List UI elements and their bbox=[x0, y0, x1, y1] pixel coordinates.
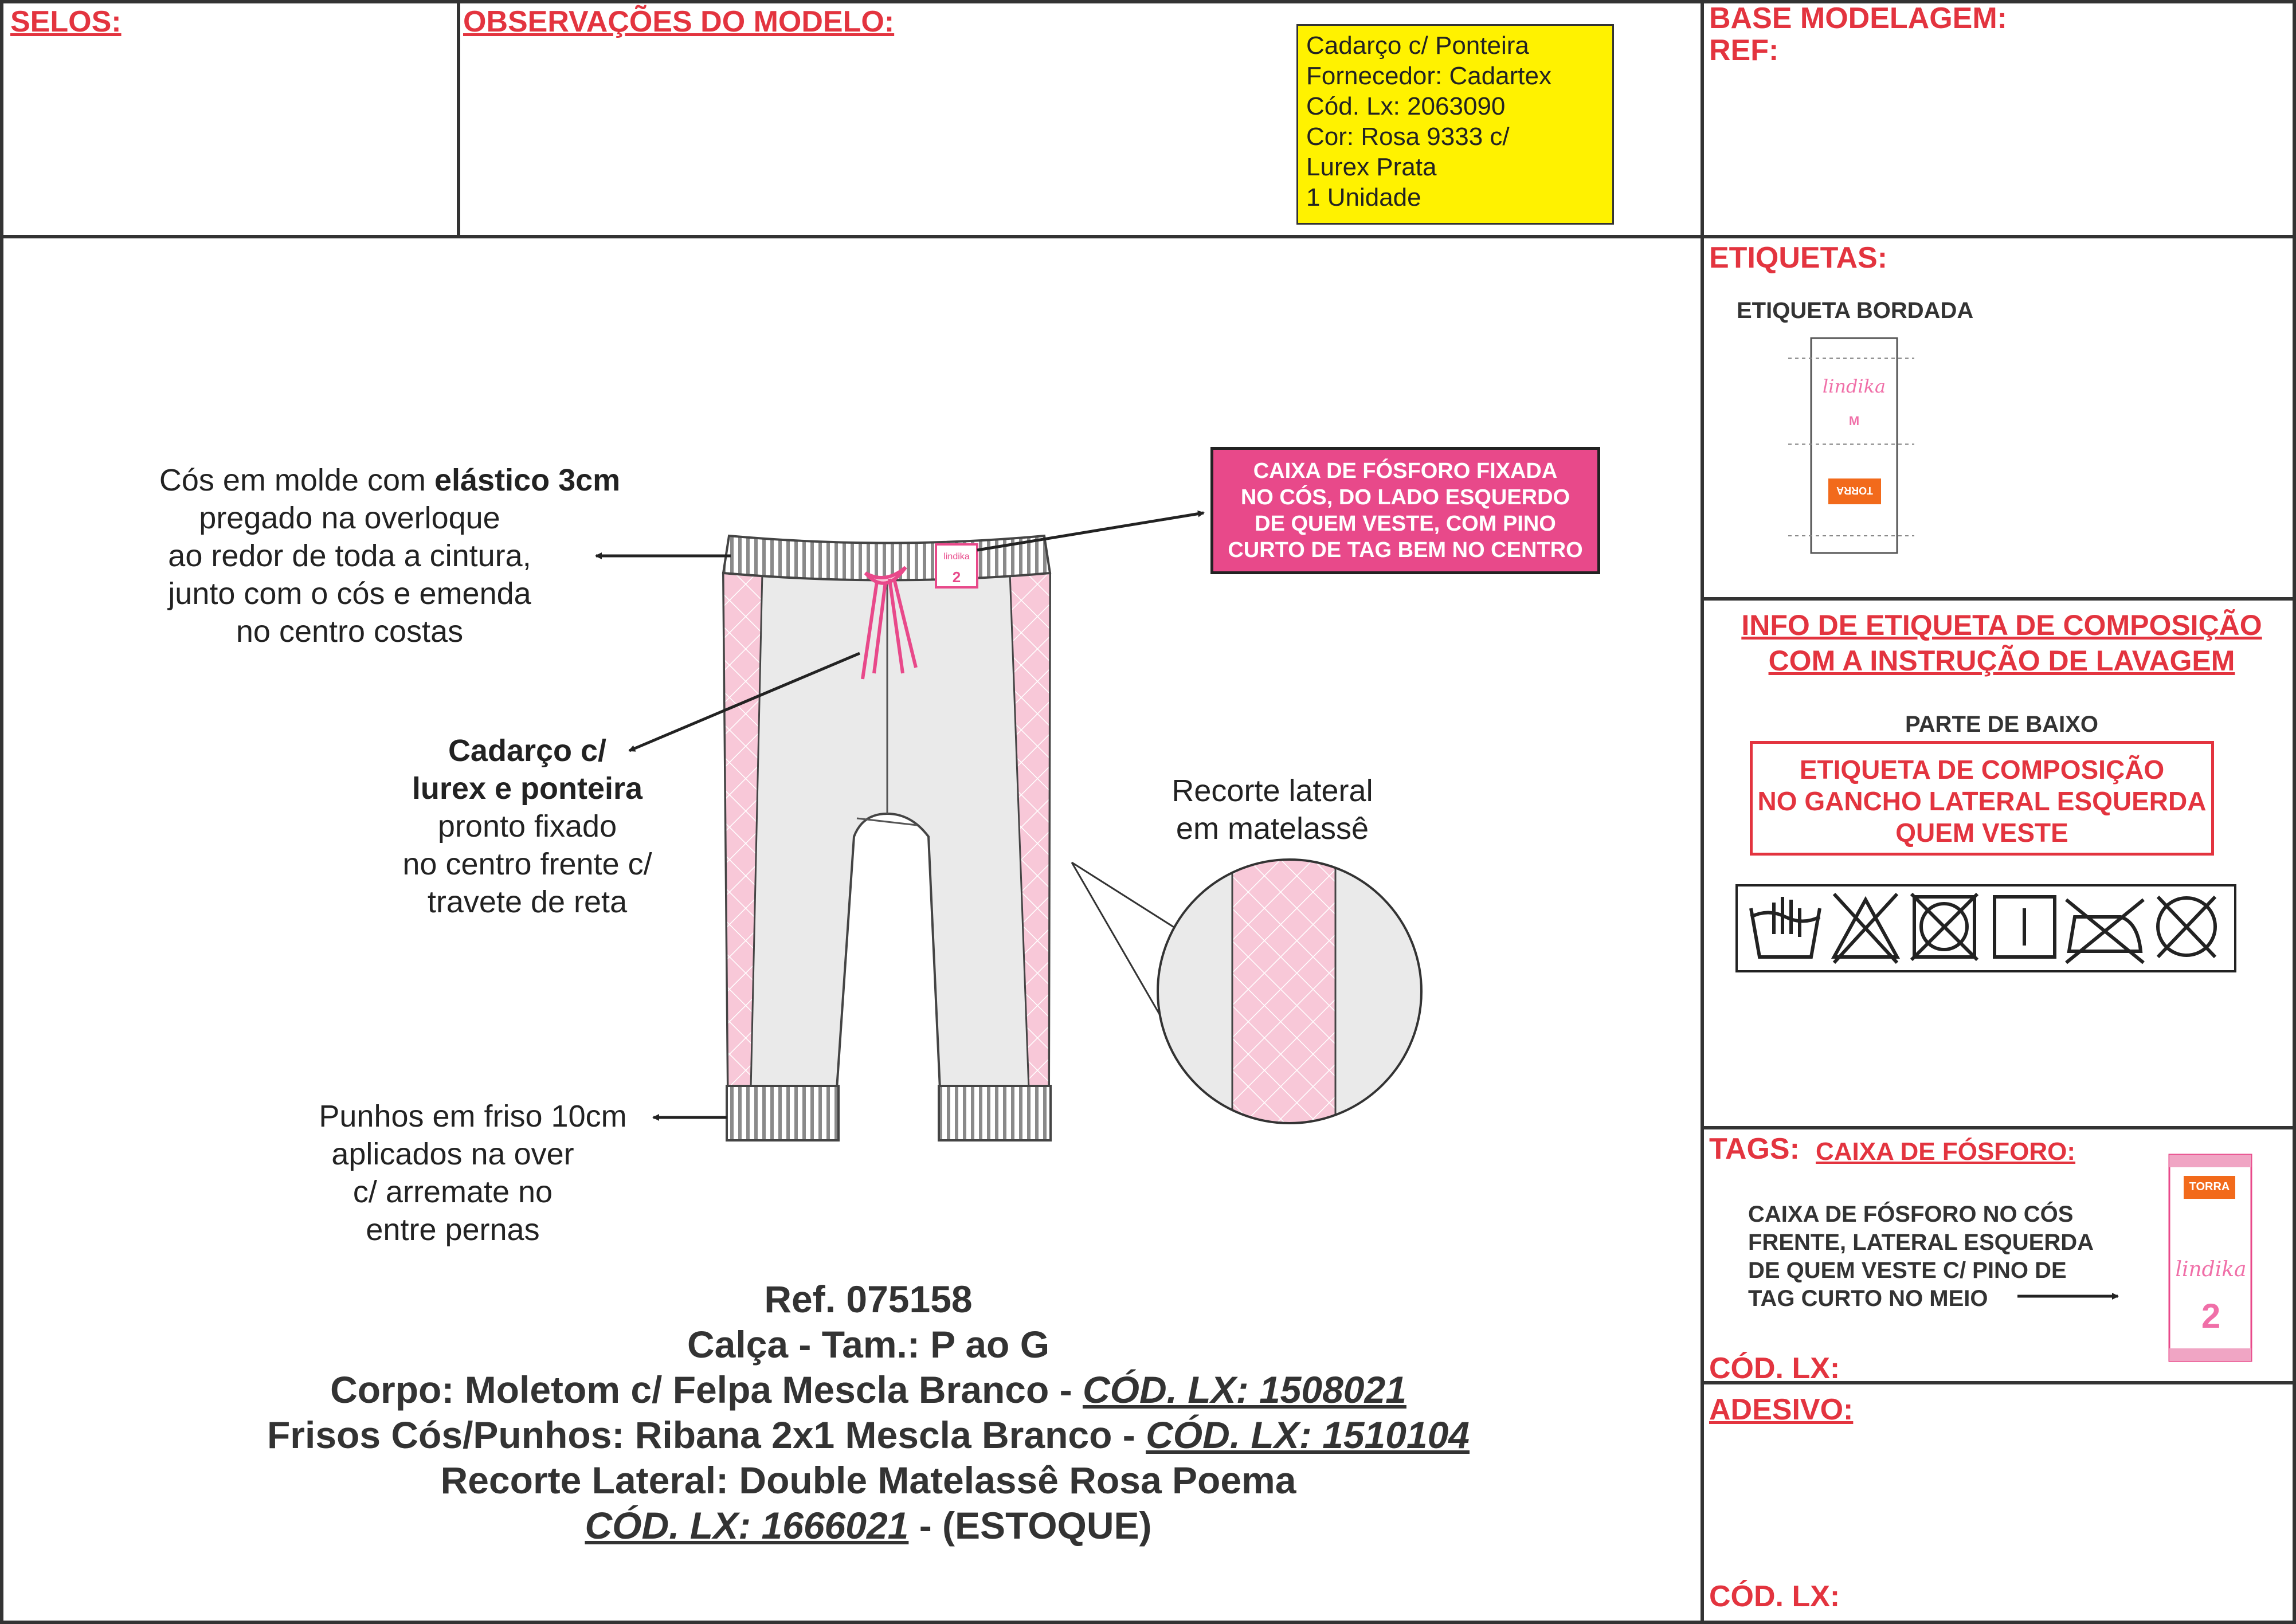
note-line: Fornecedor: Cadartex bbox=[1306, 62, 1551, 90]
annotation-line: Recorte lateral bbox=[1171, 774, 1373, 808]
annotation-line: travete de reta bbox=[427, 885, 628, 919]
annotation-line: c/ arremate no bbox=[352, 1175, 553, 1209]
product-size: Calça - Tam.: P ao G bbox=[687, 1323, 1050, 1366]
tag-size: 2 bbox=[2201, 1297, 2221, 1335]
note-line: TAG CURTO NO MEIO bbox=[1748, 1286, 1988, 1311]
observacoes-header: OBSERVAÇÕES DO MODELO: bbox=[463, 5, 895, 38]
right-cuff bbox=[939, 1086, 1051, 1140]
annotation-line: Cadarço c/ bbox=[448, 733, 607, 768]
cuffs-annotation bbox=[281, 1097, 665, 1249]
note-line: QUEM VESTE bbox=[1895, 818, 2068, 848]
ref-header: REF: bbox=[1709, 34, 1779, 67]
note-line: FRENTE, LATERAL ESQUERDA bbox=[1748, 1230, 2094, 1255]
trim-fabric: Frisos Cós/Punhos: Ribana 2x1 Mescla Branco - CÓD. LX: 1510104 bbox=[267, 1414, 1470, 1456]
etiquetas-header: ETIQUETAS: bbox=[1709, 241, 1888, 274]
embroidered-label-title: ETIQUETA BORDADA bbox=[1737, 298, 1974, 323]
annotation-line: pronto fixado bbox=[437, 809, 617, 844]
reference-block bbox=[172, 1277, 1565, 1548]
adesivo-code-label: CÓD. LX: bbox=[1709, 1580, 1840, 1613]
annotation-line: no centro costas bbox=[236, 614, 464, 649]
tags-header: TAGS: bbox=[1709, 1132, 1800, 1166]
drawstring-annotation bbox=[355, 732, 699, 921]
embroidered-label bbox=[1788, 338, 1914, 553]
note-line: NO CÓS, DO LADO ESQUERDO bbox=[1240, 485, 1570, 509]
left-cuff bbox=[727, 1086, 839, 1140]
tag-instruction bbox=[1748, 1201, 2094, 1313]
annotation-line: lurex e ponteira bbox=[412, 771, 643, 806]
tag-brand: lindika bbox=[2175, 1258, 2247, 1281]
adesivo-header: ADESIVO: bbox=[1709, 1393, 1854, 1426]
note-line: CURTO DE TAG BEM NO CENTRO bbox=[1228, 538, 1583, 562]
composition-label-note bbox=[1750, 741, 2214, 856]
note-line: Lurex Prata bbox=[1306, 153, 1437, 181]
annotation-line: pregado na overloque bbox=[199, 501, 500, 535]
waistband bbox=[723, 536, 1050, 580]
no-iron-icon bbox=[2066, 900, 2144, 963]
label-brand: lindika bbox=[1822, 375, 1886, 397]
no-dry-clean-icon bbox=[2158, 897, 2215, 957]
annotation-line: ao redor de toda a cintura, bbox=[168, 539, 531, 573]
tag-store: TORRA bbox=[2189, 1180, 2230, 1193]
composition-info-header: INFO DE ETIQUETA DE COMPOSIÇÃO COM A INSTRUÇÃO DE LAVAGEM bbox=[1741, 609, 2262, 677]
note-line: Cód. Lx: 2063090 bbox=[1306, 92, 1506, 120]
zoom-detail bbox=[1072, 854, 1427, 1129]
line-dry-icon bbox=[1995, 897, 2055, 957]
annotation-line: Cós em molde com elástico 3cm bbox=[159, 463, 621, 497]
side-panel-code: CÓD. LX: 1666021 - (ESTOQUE) bbox=[585, 1504, 1152, 1547]
selos-header: SELOS: bbox=[10, 5, 122, 38]
tag-code-label: CÓD. LX: bbox=[1709, 1352, 1840, 1385]
annotation-line: entre pernas bbox=[366, 1213, 540, 1247]
annotation-line: Punhos em friso 10cm bbox=[319, 1099, 627, 1133]
base-modelagem-header: BASE MODELAGEM: bbox=[1709, 2, 2007, 35]
note-line: ETIQUETA DE COMPOSIÇÃO bbox=[1799, 755, 2165, 784]
note-line: CAIXA DE FÓSFORO NO CÓS bbox=[1748, 1202, 2074, 1227]
side-panel-annotation bbox=[1129, 772, 1416, 848]
note-line: 1 Unidade bbox=[1306, 183, 1421, 211]
ref-number: Ref. 075158 bbox=[764, 1278, 973, 1320]
drawstring-supplier-note bbox=[1296, 24, 1614, 225]
care-symbols bbox=[1737, 885, 2235, 971]
composition-position: PARTE DE BAIXO bbox=[1905, 712, 2099, 737]
body-fabric: Corpo: Moletom c/ Felpa Mescla Branco - CÓD. LX: 1508021 bbox=[330, 1368, 1406, 1411]
side-panel-fabric: Recorte Lateral: Double Matelassê Rosa Poema bbox=[440, 1459, 1296, 1501]
annotation-line: junto com o cós e emenda bbox=[168, 576, 531, 611]
matchbox-header: CAIXA DE FÓSFORO: bbox=[1816, 1137, 2076, 1166]
annotation-line: aplicados na over bbox=[331, 1137, 574, 1171]
pants-drawing bbox=[723, 536, 1051, 1140]
waistband-tag-size: 2 bbox=[952, 568, 961, 586]
no-tumble-dry-icon bbox=[1911, 894, 1977, 960]
no-bleach-icon bbox=[1834, 894, 1897, 963]
note-line: Cadarço c/ Ponteira bbox=[1306, 32, 1529, 60]
annotation-line: no centro frente c/ bbox=[402, 847, 652, 881]
note-line: DE QUEM VESTE C/ PINO DE bbox=[1748, 1258, 2067, 1283]
note-line: DE QUEM VESTE, COM PINO bbox=[1255, 512, 1556, 536]
hand-wash-icon bbox=[1751, 897, 1820, 957]
label-size: M bbox=[1848, 414, 1860, 428]
note-line: Cor: Rosa 9333 c/ bbox=[1306, 123, 1510, 151]
waistband-annotation bbox=[103, 461, 676, 650]
note-line: CAIXA DE FÓSFORO FIXADA bbox=[1253, 459, 1558, 483]
matchbox-placement-note bbox=[1210, 447, 1600, 574]
annotation-line: em matelassê bbox=[1176, 811, 1369, 846]
note-line: NO GANCHO LATERAL ESQUERDA bbox=[1757, 786, 2207, 816]
waistband-tag-brand: lindika bbox=[943, 552, 970, 562]
label-store: TORRA bbox=[1836, 485, 1873, 496]
